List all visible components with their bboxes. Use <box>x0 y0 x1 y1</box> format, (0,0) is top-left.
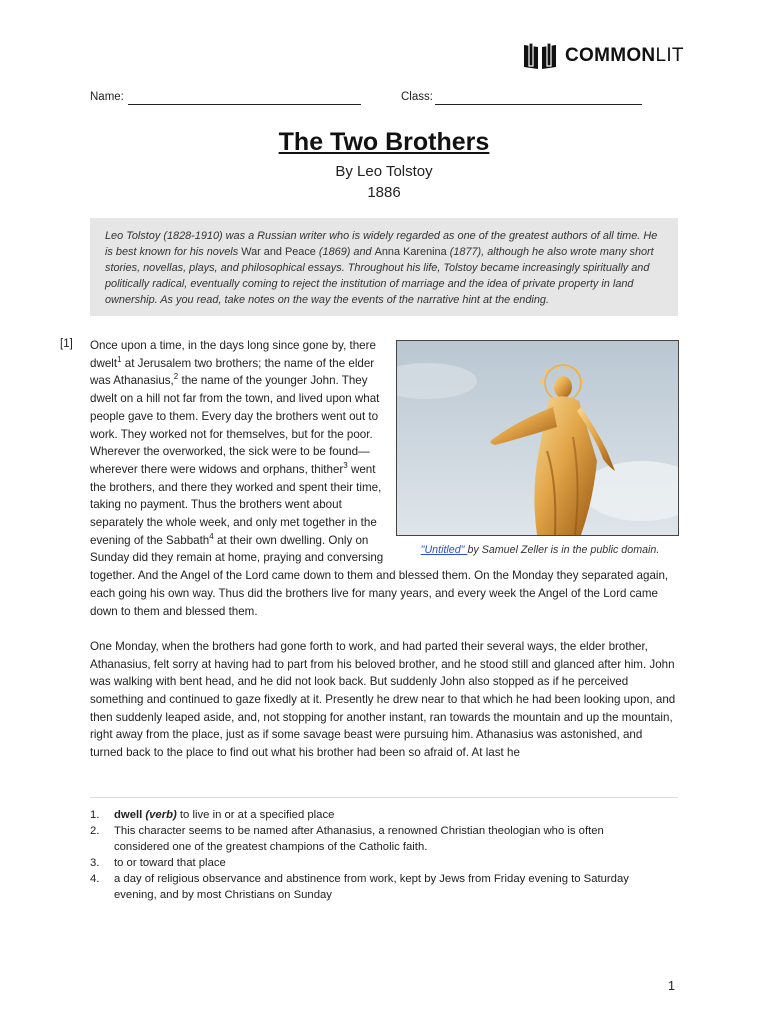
story-title: The Two Brothers <box>278 128 490 156</box>
commonlit-logo <box>522 40 684 72</box>
page-number: 1 <box>668 979 675 993</box>
name-blank-line <box>128 104 361 105</box>
figure-caption: "Untitled" by Samuel Zeller is in the public domain. <box>420 544 660 556</box>
footnote-ref-4[interactable]: 4 <box>209 531 214 541</box>
story-text <box>90 337 678 762</box>
brand-name: COMMONLIT <box>565 45 684 66</box>
footnote-ref-2[interactable]: 2 <box>173 372 179 382</box>
footnote-2: 2. This character seems to be named after Athanasius, a renowned Christian theologian who is often considered one of the greatest champions of the Catholic faith. <box>90 825 604 853</box>
book-title-anna-karenina: Anna Karenina <box>374 246 447 258</box>
story-paragraph-2: One Monday, when the brothers had gone forth to work, and had parted their several ways, the elder brother, Athanasius, felt sorry at having had to part from his beloved brother, and he stood still and glanced after him. John was walking with bent head, and he did not look back. But suddenly John also stopped as if he perceived something and continued to gaze fixedly at it. Presently he drew near to that which he had been looking upon, and then suddenly leaped aside, and, not stopping for another instant, ran towards the mountain and up the mountain, right away from the place, just as if some savage beast were pursuing him. Athanasius was astonished, and turned back to the place to find out what his brother had been so afraid of. At last he <box>90 639 676 760</box>
book-title-war-and-peace: War and Peace <box>241 246 316 258</box>
open-book-icon <box>522 41 558 71</box>
class-blank-line <box>435 104 642 105</box>
footnote-divider <box>90 797 678 798</box>
footnote-3: 3. to or toward that place <box>90 857 226 869</box>
statue-photo-icon <box>397 341 678 535</box>
paragraph-number: [1] <box>60 338 73 350</box>
footnote-ref-1[interactable]: 1 <box>117 354 122 364</box>
story-figure <box>396 340 684 557</box>
footnote-4: 4. a day of religious observance and abstinence from work, kept by Jews from Friday evening to Saturday evening, and by most Christians on Sunday <box>90 873 629 901</box>
publication-year: 1886 <box>367 184 401 201</box>
image-credit-link[interactable]: "Untitled" <box>420 544 468 556</box>
name-label: Name: <box>90 91 124 103</box>
footnote-ref-3[interactable]: 3 <box>343 461 348 471</box>
story-paragraph-1: Once upon a time, in the days long since gone by, there dwelt$^1$ at Jerusalem two brothers; the name of the elder was Athanasius,$^2$ the name of the younger John. They dwelt on a hill not far from the town, and lived upon what people gave to them. Every day the brothers went out to work. They worked not for themselves, but for the poor. Wherever the overworked, the sick were to be found—wherever there were widows and orphans, thither$^3$ went the brothers, and there they worked and spent their time, taking no payment. Thus the brothers went about separately the whole week, and only met together in the evening of the Sabbath$^4$ at their own dwelling. Only on Sunday did they remain at home, praying and conversing together. And the Angel of the Lord came down to them and blessed them. On the Monday they separated again, each going his own way. Thus did the brothers live for many years, and every week the Angel of the Lord came down to them and blessed them. <box>90 339 669 618</box>
statue-image <box>396 340 679 536</box>
class-label: Class: <box>401 91 433 103</box>
author-byline: By Leo Tolstoy <box>335 163 433 180</box>
author-introduction: Leo Tolstoy (1828-1910) was a Russian writer who is widely regarded as one of the greatest authors of all time. He is best known for his novels War and Peace (1869) and Anna Karenina (1877), although he also wrote many short stories, novellas, plays, and philosophical essays. Throughout his life, Tolstoy became increasingly spiritually and politically radical, eventually coming to reject the institution of marriage and the idea of private property in land ownership. As you read, take notes on the way the events of the narrative hint at the ending. <box>90 218 678 316</box>
footnote-1: 1. dwell (verb) to live in or at a specified place <box>90 809 335 821</box>
footnotes-list <box>90 807 650 903</box>
